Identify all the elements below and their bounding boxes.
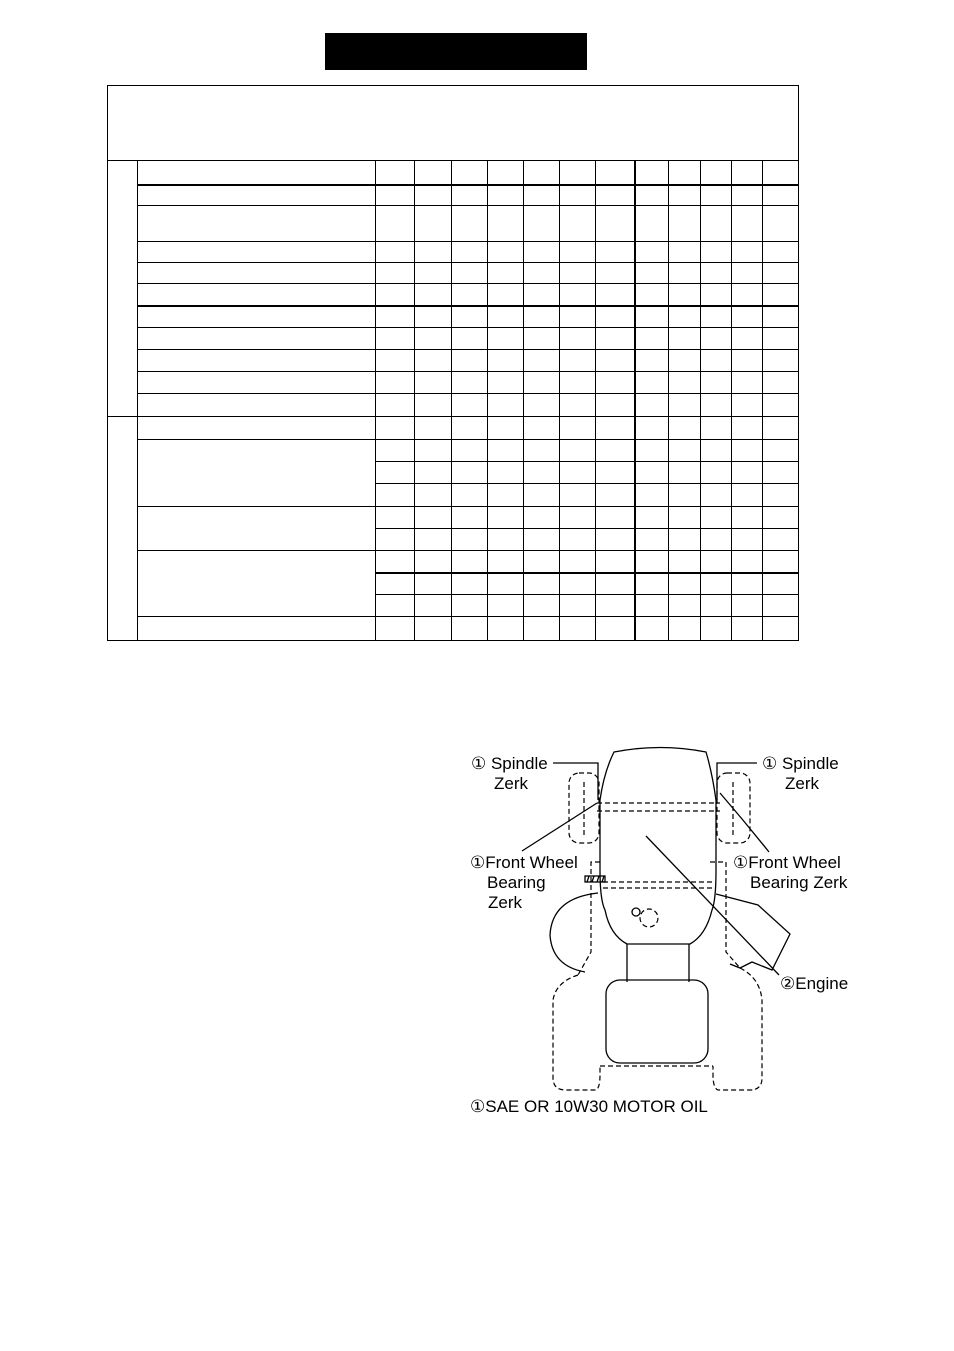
fuel-cap (640, 909, 658, 927)
leader-line-left-spindle (553, 763, 598, 800)
right-spindle-label-line2: Zerk (785, 774, 819, 793)
front-axle-line (597, 803, 720, 811)
right-front-wheel-label: ①Front Wheel (733, 853, 841, 872)
left-front-wheel-label-line2: Bearing (487, 873, 546, 892)
oil-note: ①SAE OR 10W30 MOTOR OIL (470, 1097, 708, 1116)
right-rear-wheel (713, 968, 762, 1090)
left-front-wheel-label-line3: Zerk (488, 893, 522, 912)
discharge-chute (716, 894, 790, 970)
tractor-frame-neck (627, 944, 689, 982)
left-spindle-label-line2: Zerk (494, 774, 528, 793)
tractor-hood-outline (600, 748, 716, 945)
leader-line-right-spindle (717, 763, 757, 800)
frame-cross-line (603, 882, 715, 888)
hood-knob (632, 908, 640, 916)
leader-line-left-front-wheel (522, 803, 597, 851)
left-front-wheel-label: ①Front Wheel (470, 853, 578, 872)
right-front-wheel-label-line2: Bearing Zerk (750, 873, 848, 892)
frame-right-side (710, 862, 740, 968)
tractor-rear-body (606, 980, 708, 1063)
bearing-zerk-fitting-hatch (587, 876, 604, 882)
left-rear-wheel (553, 975, 600, 1090)
left-spindle-label: ① Spindle (471, 754, 548, 773)
right-spindle-label: ① Spindle (762, 754, 839, 773)
frame-left-side (578, 862, 600, 975)
engine-label: ②Engine (780, 974, 849, 993)
